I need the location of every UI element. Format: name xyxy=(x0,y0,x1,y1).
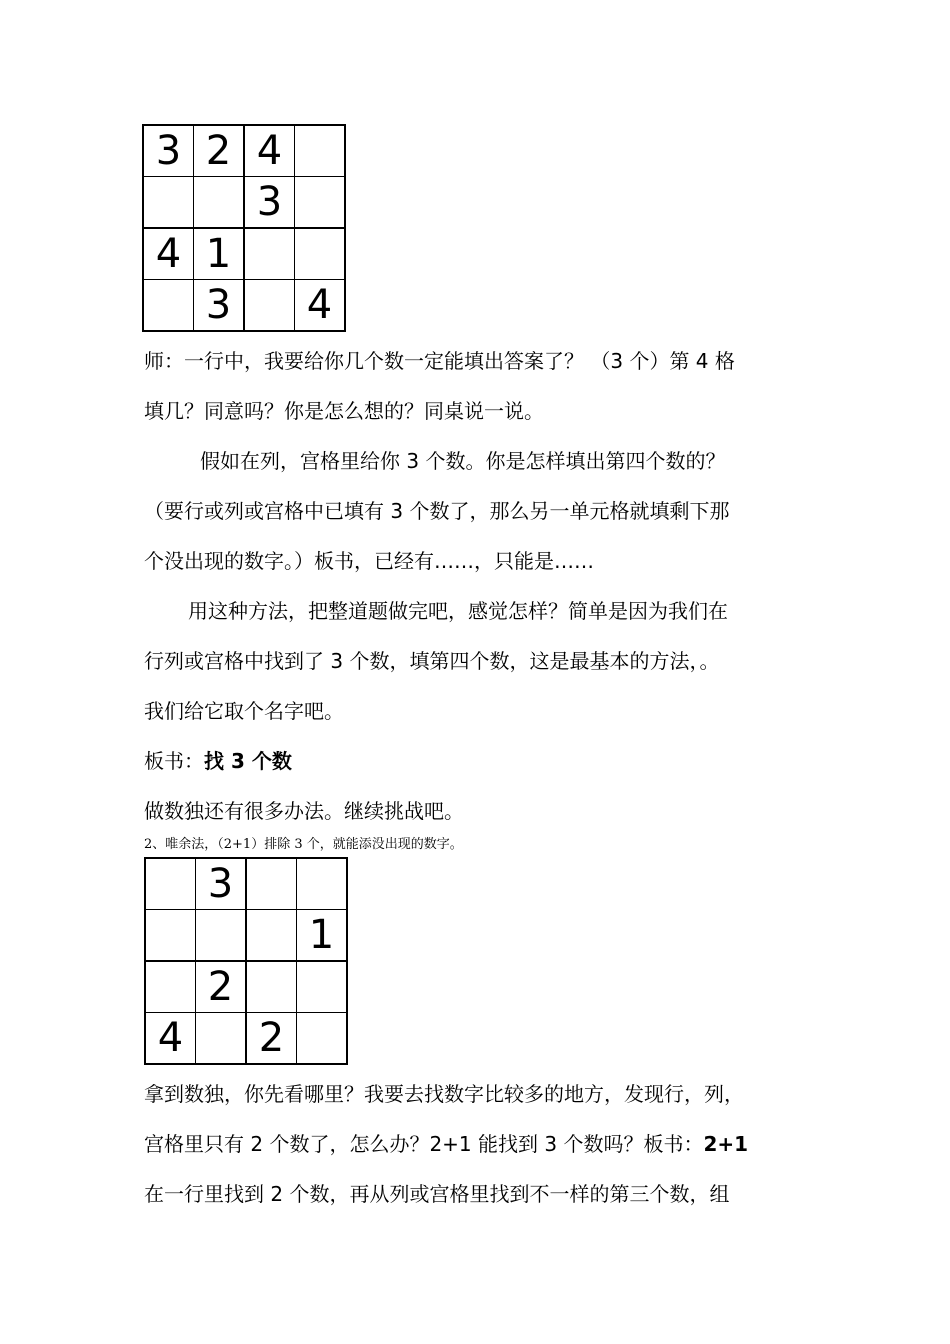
grid-cell: 3 xyxy=(196,858,247,910)
grid-cell: 2 xyxy=(246,1013,297,1065)
paragraph-line: 拿到数独，你先看哪里？我要去找数字比较多的地方，发现行，列， xyxy=(144,1082,744,1106)
board-method: 2+1 xyxy=(703,1132,749,1156)
sudoku-grid-1 xyxy=(142,124,346,332)
board-method: 找 3 个数 xyxy=(204,749,292,773)
board-label: 板书： xyxy=(144,749,204,773)
grid-cell: 4 xyxy=(143,228,194,280)
grid-cell xyxy=(244,228,295,280)
board-note xyxy=(144,751,292,771)
grid-cell: 2 xyxy=(194,125,245,177)
section-heading: 2、唯余法，（2+1）排除 3 个，就能添没出现的数字。 xyxy=(144,837,463,852)
paragraph-line: 做数独还有很多办法。继续挑战吧。 xyxy=(144,799,464,823)
grid-cell: 2 xyxy=(196,961,247,1013)
grid-cell: 4 xyxy=(145,1013,196,1065)
grid-cell xyxy=(295,177,346,229)
grid-cell xyxy=(145,858,196,910)
grid-cell xyxy=(244,280,295,332)
grid-cell xyxy=(297,1013,348,1065)
grid-cell xyxy=(297,961,348,1013)
paragraph-line: 师：一行中，我要给你几个数一定能填出答案了？ （3 个）第 4 格 xyxy=(144,349,735,373)
paragraph-line: 用这种方法，把整道题做完吧，感觉怎样？简单是因为我们在 xyxy=(188,599,728,623)
grid-cell: 3 xyxy=(143,125,194,177)
grid-cell: 3 xyxy=(244,177,295,229)
grid-cell xyxy=(196,910,247,962)
grid-cell: 3 xyxy=(194,280,245,332)
grid-cell xyxy=(246,961,297,1013)
grid-cell xyxy=(145,961,196,1013)
paragraph-line: 个没出现的数字。）板书，已经有……，只能是…… xyxy=(144,549,594,573)
grid-cell xyxy=(295,228,346,280)
grid-cell: 1 xyxy=(194,228,245,280)
grid-cell xyxy=(246,858,297,910)
grid-cell xyxy=(295,125,346,177)
grid-cell xyxy=(297,858,348,910)
grid-cell xyxy=(246,910,297,962)
grid-cell: 4 xyxy=(295,280,346,332)
paragraph-line: 在一行里找到 2 个数，再从列或宫格里找到不一样的第三个数，组 xyxy=(144,1182,730,1206)
grid-cell xyxy=(143,177,194,229)
grid-cell: 1 xyxy=(297,910,348,962)
grid-cell xyxy=(145,910,196,962)
paragraph-line: 填几？同意吗？你是怎么想的？同桌说一说。 xyxy=(144,399,544,423)
sudoku-grid-2 xyxy=(144,857,348,1065)
paragraph-line: 假如在列，宫格里给你 3 个数。你是怎样填出第四个数的？ xyxy=(200,449,726,473)
paragraph-line: 行列或宫格中找到了 3 个数，填第四个数，这是最基本的方法，。 xyxy=(144,649,720,673)
grid-cell xyxy=(196,1013,247,1065)
paragraph-line: （要行或列或宫格中已填有 3 个数了，那么另一单元格就填剩下那 xyxy=(144,499,730,523)
paragraph-line: 我们给它取个名字吧。 xyxy=(144,699,344,723)
paragraph-text: 宫格里只有 2 个数了，怎么办？2+1 能找到 3 个数吗？板书： xyxy=(144,1132,704,1156)
grid-cell xyxy=(194,177,245,229)
paragraph-line xyxy=(144,1134,748,1154)
grid-cell xyxy=(143,280,194,332)
grid-cell: 4 xyxy=(244,125,295,177)
